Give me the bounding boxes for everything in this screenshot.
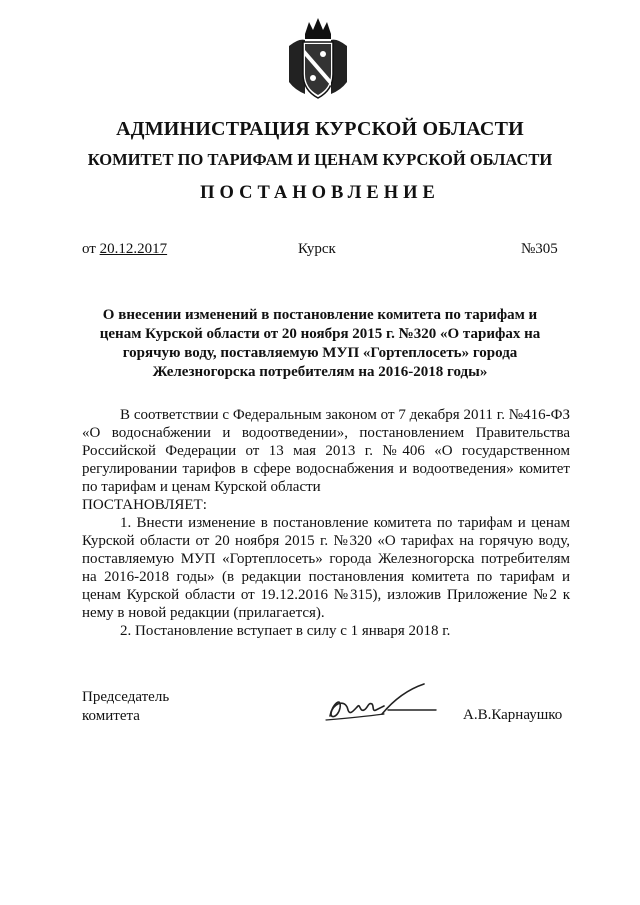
- date-value: 20.12.2017: [99, 241, 168, 257]
- signatory-title-line1: Председатель: [82, 689, 170, 705]
- date-prefix: от: [82, 241, 100, 257]
- resolves-line: ПОСТАНОВЛЯЕТ:: [82, 497, 207, 513]
- coat-of-arms-icon: [285, 16, 351, 102]
- document-number: №305: [521, 241, 558, 257]
- document-body: [82, 406, 570, 640]
- document-type: ПОСТАНОВЛЕНИЕ: [200, 183, 440, 203]
- item-1-paragraph: 1. Внести изменение в постановление комитета по тарифам и ценам Курской области от 20 ноября 2015 г. №320 «О тарифах на горячую воду, поставляемую МУП «Гортеплосеть» города Железногорска потребителям на 2016-2018 годы» (в редакции постановления комитета по тарифам и ценам Курской области от 19.12.2016 №315), изложив Приложение №2 к нему в новой редакции (прилагается).: [82, 515, 570, 621]
- item-2-paragraph: 2. Постановление вступает в силу с 1 января 2018 г.: [120, 623, 451, 639]
- signatory-name: А.В.Карнаушко: [463, 707, 563, 723]
- signatory-title-line2: комитета: [82, 708, 140, 724]
- document-city: Курск: [298, 241, 336, 257]
- committee-title: КОМИТЕТ ПО ТАРИФАМ И ЦЕНАМ КУРСКОЙ ОБЛАСТИ: [87, 150, 553, 169]
- document-date: [82, 241, 167, 258]
- organization-title: АДМИНИСТРАЦИЯ КУРСКОЙ ОБЛАСТИ: [116, 118, 524, 140]
- signature-icon: [320, 680, 440, 730]
- signatory-title: [82, 688, 169, 726]
- document-subject: О внесении изменений в постановление комитета по тарифам и ценам Курской области от 20 ноября 2015 г. №320 «О тарифах на горячую воду, поставляемую МУП «Гортеплосеть» города Железногорска потребителям на 2016-2018 годы»: [99, 307, 541, 380]
- preamble-paragraph: В соответствии с Федеральным законом от 7 декабря 2011 г. №416-ФЗ «О водоснабжении и водоотведении», постановлением Правительства Российской Федерации от 13 мая 2013 г. №406 «О государственном регулировании тарифов в сфере водоснабжения и водоотведения» комитет по тарифам и ценам Курской области: [82, 407, 570, 495]
